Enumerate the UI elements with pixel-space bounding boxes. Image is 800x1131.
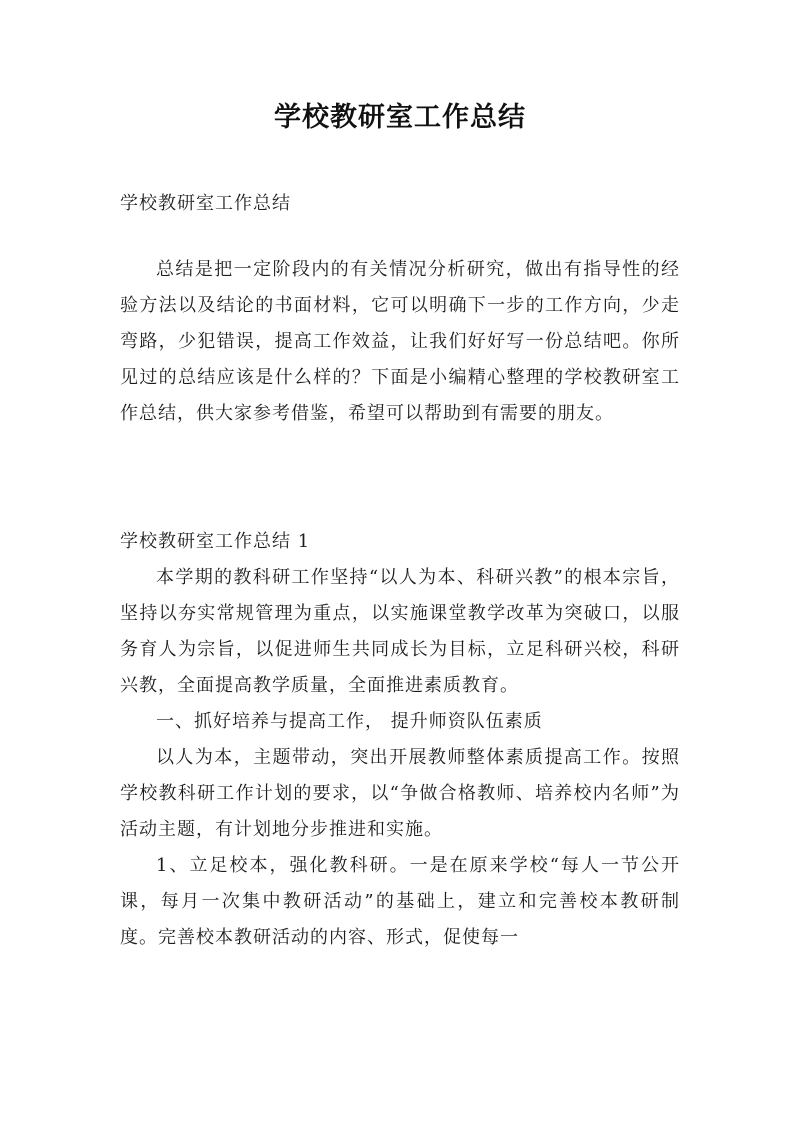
section-1-paragraph: 本学期的教科研工作坚持“以人为本、科研兴教”的根本宗旨，坚持以夯实常规管理为重点，以实施课堂教学改革为突破口，以服务育人为宗旨，以促进师生共同成长为目标，立足科研兴校，科研兴教，全面提高教学质量，全面推进素质教育。 (120, 567, 680, 696)
section-1-heading: 学校教研室工作总结 1 (120, 531, 311, 552)
section-1-paragraph: 以人为本，主题带动，突出开展教师整体素质提高工作。按照学校教科研工作计划的要求，以“争做合格教师、培养校内名师”为活动主题，有计划地分步推进和实施。 (120, 747, 680, 840)
document-title: 学校教研室工作总结 (274, 102, 526, 133)
document-subtitle: 学校教研室工作总结 (120, 193, 291, 214)
intro-paragraph: 总结是把一定阶段内的有关情况分析研究，做出有指导性的经验方法以及结论的书面材料，它可以明确下一步的工作方向，少走弯路，少犯错误，提高工作效益，让我们好好写一份总结吧。你所见过的总结应该是什么样的？下面是小编精心整理的学校教研室工作总结，供大家参考借鉴，希望可以帮助到有需要的朋友。 (120, 259, 680, 424)
section-1-paragraph: 1、立足校本，强化教科研。一是在原来学校“每人一节公开课，每月一次集中教研活动”的基础上，建立和完善校本教研制度。完善校本教研活动的内容、形式，促使每一 (120, 855, 680, 948)
section-1 (120, 524, 680, 956)
intro-section (120, 252, 680, 432)
section-1-subheading: 一、抓好培养与提高工作， 提升师资队伍素质 (156, 711, 543, 732)
